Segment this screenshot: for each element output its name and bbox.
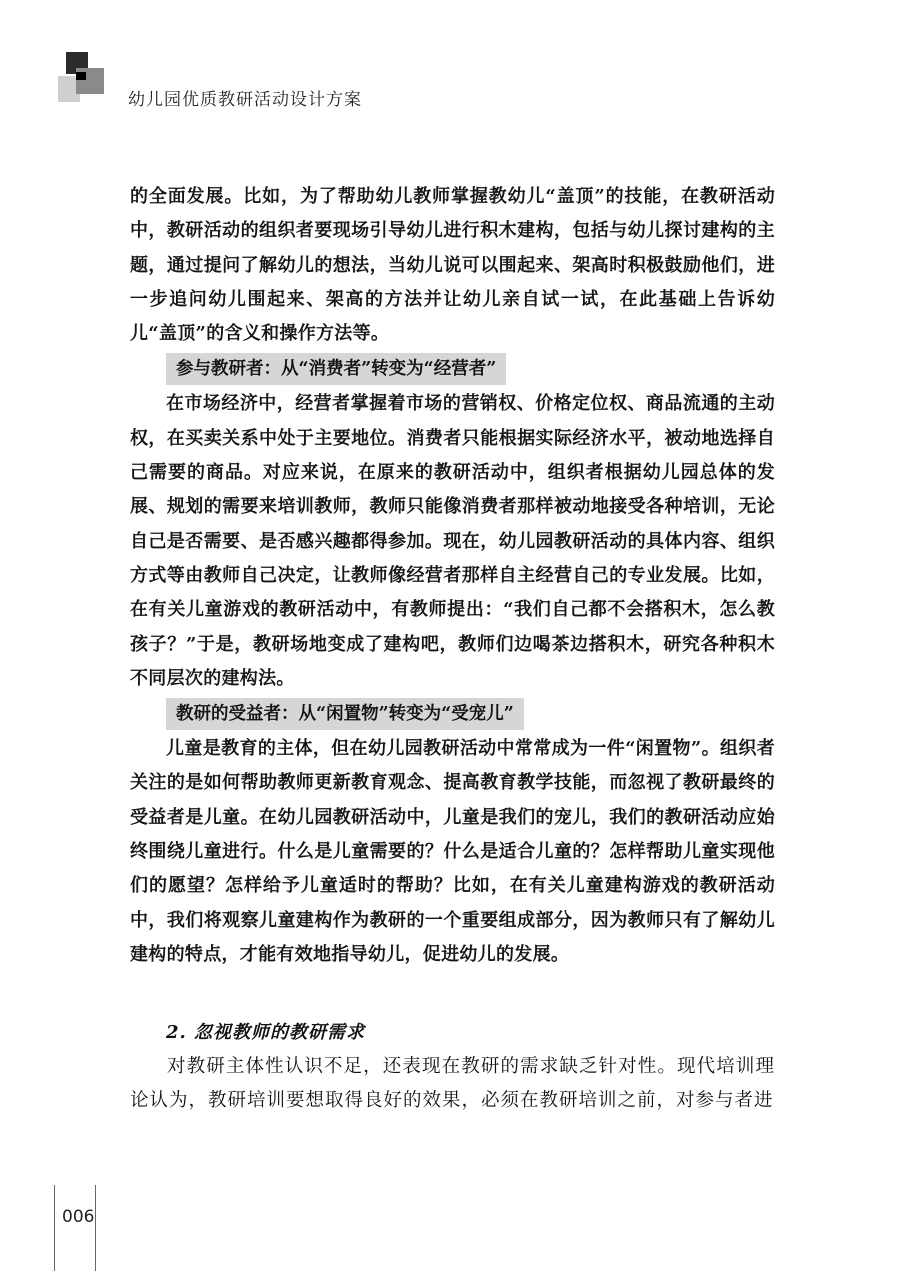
page-folio [54, 1185, 98, 1271]
folio-rule-right [95, 1185, 96, 1271]
paragraph-training-needs: 对教研主体性认识不足，还表现在教研的需求缺乏针对性。现代培训理论认为，教研培训要想取得良好的效果，必须在教研培训之前，对参与者进 [130, 1056, 775, 1112]
folio-rule-left [54, 1185, 55, 1271]
subheading-idle-to-favored: 教研的受益者：从“闲置物”转变为“受宠儿” [166, 698, 524, 730]
page-number: 006 [62, 1207, 95, 1227]
paragraph-market-economy: 在市场经济中，经营者掌握着市场的营销权、价格定位权、商品流通的主动权，在买卖关系中处于主要地位。消费者只能根据实际经济水平，被动地选择自己需要的商品。对应来说，在原来的教研活动中，组织者根据幼儿园总体的发展、规划的需要来培训教师，教师只能像消费者那样被动地接受各种培训，无论自己是否需要、是否感兴趣都得参加。现在，幼儿园教研活动的具体内容、组织方式等由教师自己决定，让教师像经营者那样自主经营自己的专业发展。比如，在有关儿童游戏的教研活动中，有教师提出：“我们自己都不会搭积木，怎么教孩子？”于是，教研场地变成了建构吧，教师们边喝茶边搭积木，研究各种积木不同层次的建构法。 [130, 393, 775, 689]
subheading-consumer-to-operator: 参与教研者：从“消费者”转变为“经营者” [166, 353, 506, 385]
section-heading-teacher-needs: 2. 忽视教师的教研需求 [166, 1022, 366, 1044]
paragraph-children-subject: 儿童是教育的主体，但在幼儿园教研活动中常常成为一件“闲置物”。组织者关注的是如何帮助教师更新教育观念、提高教育教学技能，而忽视了教研最终的受益者是儿童。在幼儿园教研活动中，儿童是我们的宠儿，我们的教研活动应始终围绕儿童进行。什么是儿童需要的？什么是适合儿童的？怎样帮助儿童实现他们的愿望？怎样给予儿童适时的帮助？比如，在有关儿童建构游戏的教研活动中，我们将观察儿童建构作为教研的一个重要组成部分，因为教师只有了解幼儿建构的特点，才能有效地指导幼儿，促进幼儿的发展。 [130, 738, 775, 965]
logo-square-black [76, 72, 86, 80]
running-header-title: 幼儿园优质教研活动设计方案 [128, 90, 362, 110]
page-body [130, 180, 775, 1118]
publisher-logo [58, 52, 108, 110]
subheading-row-1 [130, 351, 775, 387]
paragraph-continuation: 的全面发展。比如，为了帮助幼儿教师掌握教幼儿“盖顶”的技能，在教研活动中，教研活动的组织者要现场引导幼儿进行积木建构，包括与幼儿探讨建构的主题，通过提问了解幼儿的想法，当幼儿说可以围起来、架高时积极鼓励他们，进一步追问幼儿围起来、架高的方法并让幼儿亲自试一试，在此基础上告诉幼儿“盖顶”的含义和操作方法等。 [130, 186, 775, 345]
subheading-row-2 [130, 696, 775, 732]
